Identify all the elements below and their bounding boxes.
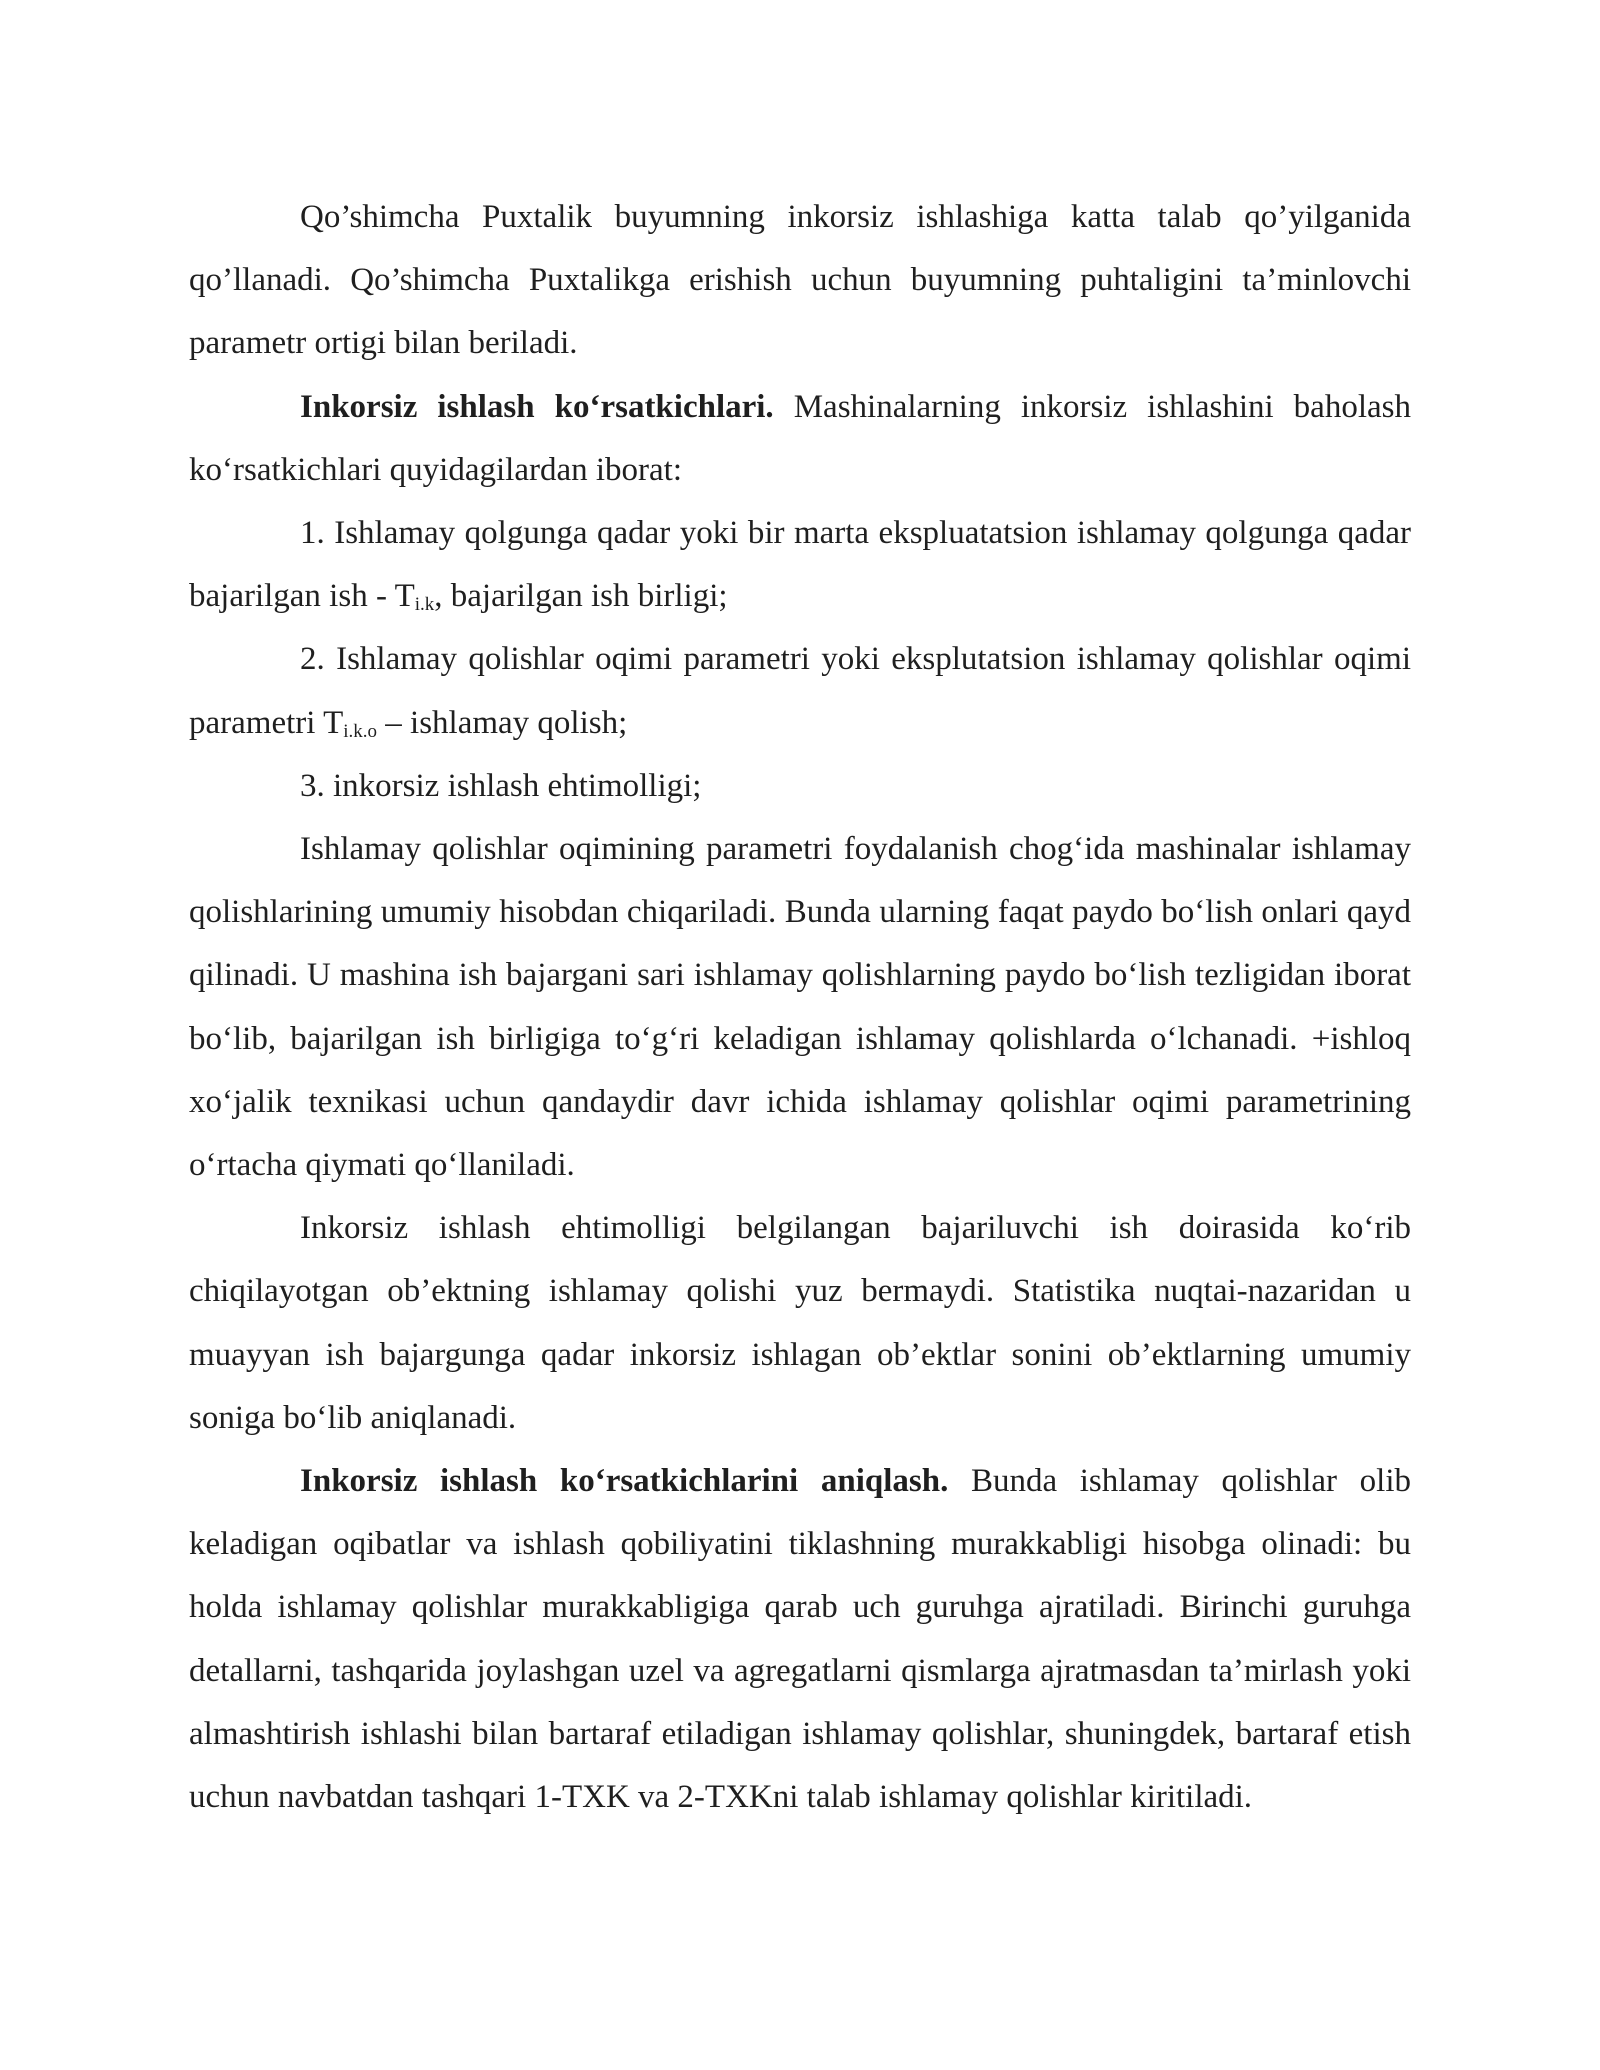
paragraph-text: Qo’shimcha Puxtalik buyumning inkorsiz ishlashiga katta talab qo’yilganida qo’llanadi. Qo’shimcha Puxtalikga erishish uchun buyumning puhtaligini ta’minlovchi parametr ortigi bilan beriladi. — [189, 199, 1411, 362]
paragraph-determining-indicators — [189, 1450, 1411, 1829]
list-item-text: 1. Ishlamay qolgunga qadar yoki bir marta ekspluatatsion ishlamay qolgunga qadar bajarilgan ish - T — [189, 515, 1411, 615]
list-item-text: 2. Ishlamay qolishlar oqimi parametri yoki eksplutatsion ishlamay qolishlar oqimi parametri T — [189, 641, 1411, 741]
list-item-1 — [189, 502, 1411, 628]
subscript: i.k.o — [343, 720, 378, 742]
paragraph-text: Mashinalarning inkorsiz ishlashini baholash ko‘rsatkichlari quyidagilardan iborat: — [189, 388, 1411, 488]
paragraph-text: Inkorsiz ishlash ehtimolligi belgilangan bajariluvchi ish doirasida ko‘rib chiqilayotgan ob’ektning ishlamay qolishi yuz bermaydi. Statistika nuqtai-nazaridan u muayyan ish bajargunga qadar inkorsiz ishlagan ob’ektlar sonini ob’ektlarning umumiy soniga bo‘lib aniqlanadi. — [189, 1210, 1411, 1436]
section-heading: Inkorsiz ishlash ko‘rsatkichlarini aniqlash. — [300, 1463, 949, 1500]
paragraph-reliability-indicators — [189, 376, 1411, 502]
list-item-text-end: – ishlamay qolish; — [377, 704, 628, 741]
paragraph-failure-probability — [189, 1197, 1411, 1450]
list-item-3 — [189, 755, 1411, 818]
paragraph-text: Ishlamay qolishlar oqimining parametri foydalanish chog‘ida mashinalar ishlamay qolishlarining umumiy hisobdan chiqariladi. Bunda ularning faqat paydo bo‘lish onlari qayd qilinadi. U mashina ish bajargani sari ishlamay qolishlarning paydo bo‘lish tezligidan iborat bo‘lib, bajarilgan ish birligiga to‘g‘ri keladigan ishlamay qolishlarda o‘lchanadi. +ishloq xo‘jalik texnikasi uchun qandaydir davr ichida ishlamay qolishlar oqimi parametrining o‘rtacha qiymati qo‘llaniladi. — [189, 831, 1411, 1184]
paragraph-supplementary-reliability — [189, 186, 1411, 376]
paragraph-text: Bunda ishlamay qolishlar olib keladigan oqibatlar va ishlash qobiliyatini tiklashning murakkabligi hisobga olinadi: bu holda ishlamay qolishlar murakkabligiga qarab uch guruhga ajratiladi. Birinchi guruhga detallarni, tashqarida joylashgan uzel va agregatlarni qismlarga ajratmasdan ta’mirlash yoki almashtirish ishlashi bilan bartaraf etiladigan ishlamay qolishlar, shuningdek, bartaraf etish uchun navbatdan tashqari 1-TXK va 2-TXKni talab ishlamay qolishlar kiritiladi. — [189, 1463, 1411, 1816]
list-item-text-end: , bajarilgan ish birligi; — [434, 578, 728, 615]
paragraph-failure-flow — [189, 818, 1411, 1197]
section-heading: Inkorsiz ishlash ko‘rsatkichlari. — [300, 388, 774, 425]
document-page — [189, 186, 1411, 1829]
list-item-text: 3. inkorsiz ishlash ehtimolligi; — [300, 767, 702, 804]
subscript: i.k — [414, 594, 435, 616]
list-item-2 — [189, 628, 1411, 754]
